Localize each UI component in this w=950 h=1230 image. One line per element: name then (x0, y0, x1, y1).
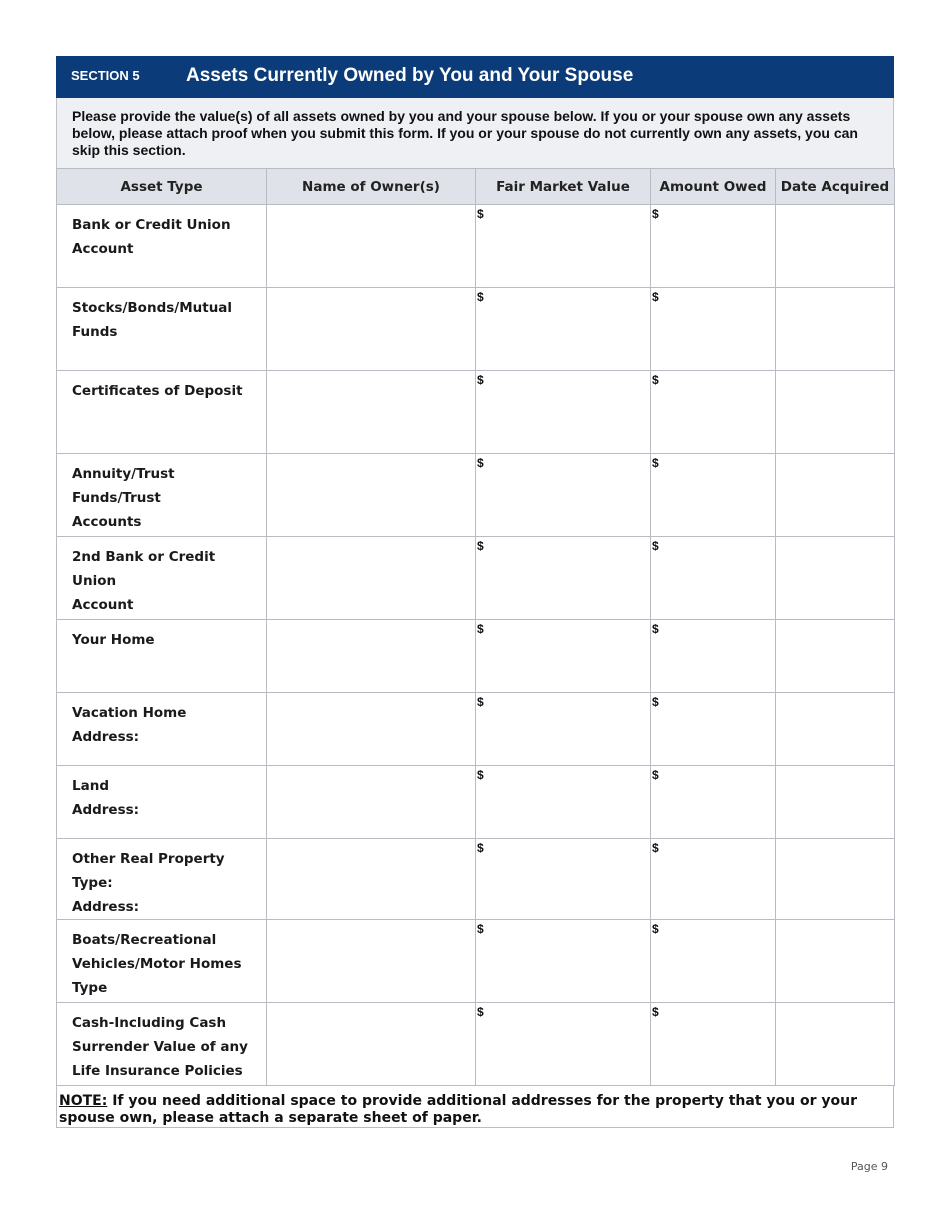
table-row (57, 920, 895, 1003)
currency-symbol: $ (477, 207, 484, 221)
table-row (57, 693, 895, 766)
currency-symbol: $ (477, 622, 484, 636)
currency-symbol: $ (477, 695, 484, 709)
owner-name-field[interactable] (267, 454, 476, 537)
currency-symbol: $ (477, 1005, 484, 1019)
fair-market-value-field[interactable] (476, 693, 651, 766)
header-asset-type: Asset Type (57, 169, 267, 205)
header-date-acquired: Date Acquired (776, 169, 895, 205)
date-acquired-field[interactable] (776, 766, 895, 839)
asset-type-label: Type: (72, 875, 113, 891)
table-row (57, 1003, 895, 1086)
currency-symbol: $ (477, 456, 484, 470)
owner-name-field[interactable] (267, 371, 476, 454)
date-acquired-field[interactable] (776, 1003, 895, 1086)
date-acquired-field[interactable] (776, 537, 895, 620)
section-title: Assets Currently Owned by You and Your Spouse (186, 65, 634, 86)
note (56, 1086, 894, 1128)
amount-owed-field[interactable] (651, 371, 776, 454)
amount-owed-field[interactable] (651, 537, 776, 620)
asset-type-cell (57, 620, 267, 693)
asset-type-cell (57, 537, 267, 620)
date-acquired-field[interactable] (776, 693, 895, 766)
asset-type-cell (57, 454, 267, 537)
fair-market-value-field[interactable] (476, 205, 651, 288)
fair-market-value-field[interactable] (476, 537, 651, 620)
currency-symbol: $ (477, 539, 484, 553)
asset-type-cell (57, 371, 267, 454)
asset-type-label: Address: (72, 729, 140, 745)
currency-symbol: $ (477, 841, 484, 855)
currency-symbol: $ (652, 456, 659, 470)
amount-owed-field[interactable] (651, 288, 776, 371)
fair-market-value-field[interactable] (476, 620, 651, 693)
note-label: NOTE: (59, 1093, 108, 1109)
currency-symbol: $ (652, 768, 659, 782)
fair-market-value-field[interactable] (476, 920, 651, 1003)
fair-market-value-field[interactable] (476, 839, 651, 920)
currency-symbol: $ (477, 373, 484, 387)
table-row (57, 537, 895, 620)
owner-name-field[interactable] (267, 288, 476, 371)
currency-symbol: $ (652, 1005, 659, 1019)
asset-type-label: Surrender Value of any (72, 1039, 248, 1055)
asset-type-label: Bank or Credit Union (72, 217, 231, 233)
amount-owed-field[interactable] (651, 1003, 776, 1086)
currency-symbol: $ (652, 373, 659, 387)
asset-type-label: Vehicles/Motor Homes (72, 956, 242, 972)
date-acquired-field[interactable] (776, 371, 895, 454)
asset-type-label: Annuity/Trust Funds/Trust (72, 466, 175, 506)
currency-symbol: $ (477, 768, 484, 782)
amount-owed-field[interactable] (651, 766, 776, 839)
date-acquired-field[interactable] (776, 839, 895, 920)
asset-type-label: Funds (72, 324, 118, 340)
table-row (57, 205, 895, 288)
asset-type-label: Type (72, 980, 108, 996)
asset-type-cell (57, 205, 267, 288)
fair-market-value-field[interactable] (476, 454, 651, 537)
asset-type-label: Other Real Property (72, 851, 225, 867)
fair-market-value-field[interactable] (476, 766, 651, 839)
asset-type-label: Stocks/Bonds/Mutual (72, 300, 233, 316)
fair-market-value-field[interactable] (476, 371, 651, 454)
asset-type-cell (57, 288, 267, 371)
currency-symbol: $ (652, 841, 659, 855)
owner-name-field[interactable] (267, 920, 476, 1003)
owner-name-field[interactable] (267, 620, 476, 693)
amount-owed-field[interactable] (651, 920, 776, 1003)
owner-name-field[interactable] (267, 839, 476, 920)
asset-type-label: Accounts (72, 514, 142, 530)
asset-type-label: Account (72, 241, 134, 257)
asset-type-label: Your Home (72, 632, 155, 648)
currency-symbol: $ (652, 207, 659, 221)
asset-type-label: Land (72, 778, 109, 794)
asset-type-label: Account (72, 597, 134, 613)
table-row (57, 839, 895, 920)
currency-symbol: $ (477, 290, 484, 304)
asset-type-cell (57, 693, 267, 766)
date-acquired-field[interactable] (776, 288, 895, 371)
table-header-row (57, 169, 895, 205)
asset-type-cell (57, 920, 267, 1003)
header-owner-name: Name of Owner(s) (267, 169, 476, 205)
owner-name-field[interactable] (267, 766, 476, 839)
asset-type-cell (57, 766, 267, 839)
asset-type-label: Address: (72, 802, 140, 818)
section-instructions: Please provide the value(s) of all assets owned by you and your spouse below. If you or your spouse own any assets below, please attach proof when you submit this form. If you or your spouse do not currently own any assets, you can skip this section. (56, 98, 894, 168)
date-acquired-field[interactable] (776, 454, 895, 537)
owner-name-field[interactable] (267, 205, 476, 288)
amount-owed-field[interactable] (651, 454, 776, 537)
asset-type-cell (57, 1003, 267, 1086)
table-row (57, 766, 895, 839)
asset-type-label: Boats/Recreational (72, 932, 217, 948)
owner-name-field[interactable] (267, 1003, 476, 1086)
amount-owed-field[interactable] (651, 839, 776, 920)
currency-symbol: $ (652, 922, 659, 936)
asset-type-label: Cash-Including Cash (72, 1015, 227, 1031)
date-acquired-field[interactable] (776, 920, 895, 1003)
header-amount-owed: Amount Owed (651, 169, 776, 205)
asset-form (56, 56, 894, 1128)
currency-symbol: $ (477, 922, 484, 936)
asset-type-label: Life Insurance Policies (72, 1063, 243, 1079)
amount-owed-field[interactable] (651, 205, 776, 288)
currency-symbol: $ (652, 539, 659, 553)
amount-owed-field[interactable] (651, 620, 776, 693)
fair-market-value-field[interactable] (476, 1003, 651, 1086)
currency-symbol: $ (652, 290, 659, 304)
table-row (57, 454, 895, 537)
table-row (57, 371, 895, 454)
note-text: If you need additional space to provide additional addresses for the property that you or your spouse own, please attach a separate sheet of paper. (59, 1093, 858, 1126)
owner-name-field[interactable] (267, 693, 476, 766)
asset-type-label: 2nd Bank or Credit Union (72, 549, 216, 589)
currency-symbol: $ (652, 622, 659, 636)
currency-symbol: $ (652, 695, 659, 709)
asset-type-label: Address: (72, 899, 140, 915)
page-number: Page 9 (850, 1160, 888, 1173)
date-acquired-field[interactable] (776, 620, 895, 693)
amount-owed-field[interactable] (651, 693, 776, 766)
fair-market-value-field[interactable] (476, 288, 651, 371)
table-row (57, 288, 895, 371)
section-header (56, 56, 894, 98)
asset-type-label: Certificates of Deposit (72, 383, 243, 399)
asset-type-cell (57, 839, 267, 920)
header-fair-market-value: Fair Market Value (476, 169, 651, 205)
date-acquired-field[interactable] (776, 205, 895, 288)
asset-type-label: Vacation Home (72, 705, 187, 721)
assets-table (56, 168, 895, 1086)
owner-name-field[interactable] (267, 537, 476, 620)
section-number: SECTION 5 (71, 68, 140, 83)
table-row (57, 620, 895, 693)
